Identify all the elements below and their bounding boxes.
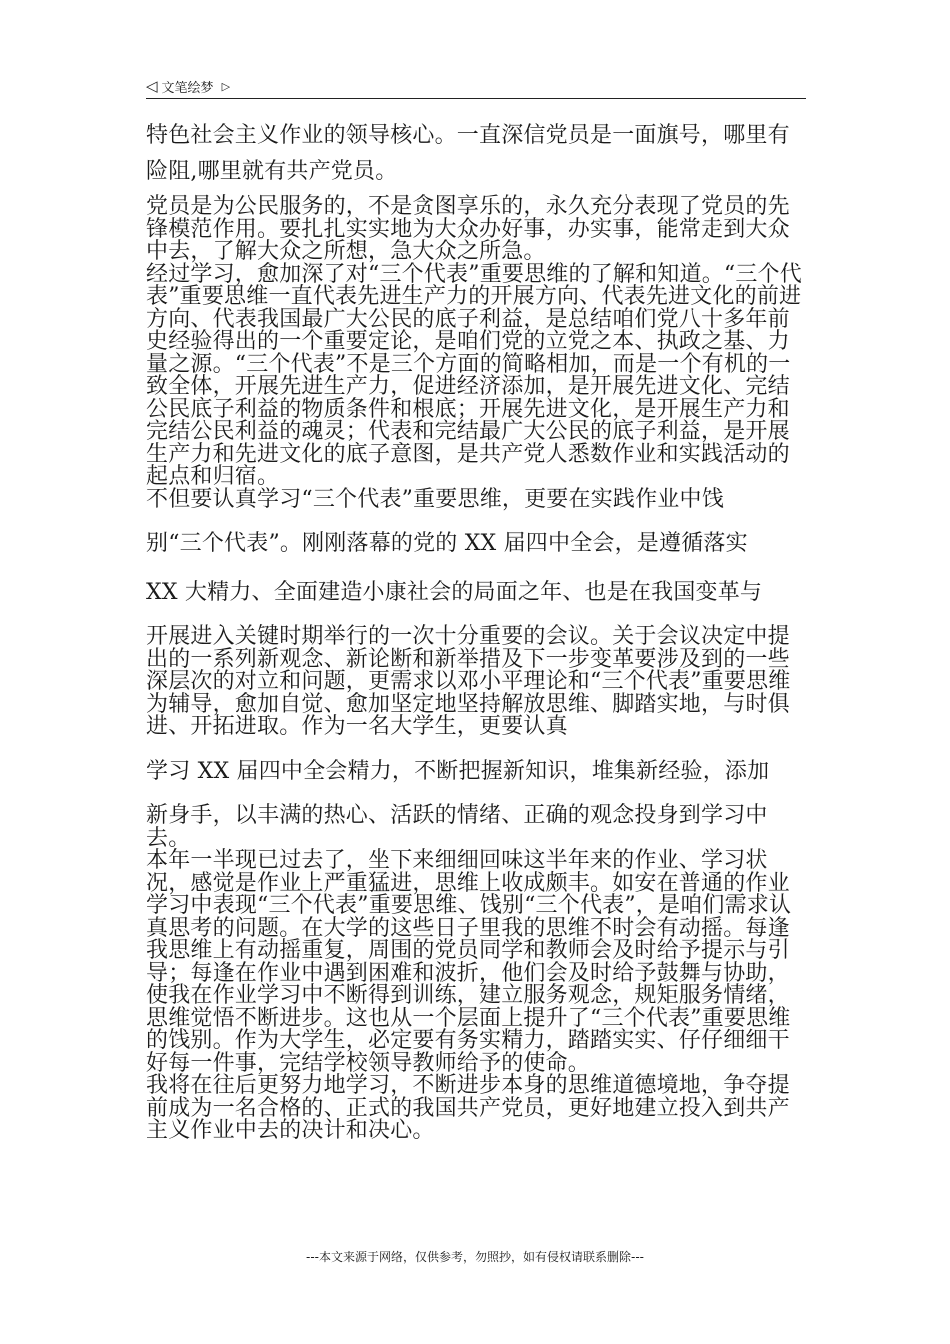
paragraph-3: 经过学习，愈加深了对“三个代表”重要思维的了解和知道。“三个代表”重要思维一直代表先进生产力的开展方向、代表先进文化的前进方向、代表我国最广大公民的底子利益，是总结咱们党八十多年前史经验得出的一个重要定论，是咱们党的立党之本、执政之基、力量之源。“三个代表”不是三个方面的简略相加，而是一个有机的一致全体，开展先进生产力，促进经济添加，是开展先进文化、完结公民底子利益的物质条件和根底；开展先进文化，是开展生产力和完结公民利益的魂灵；代表和完结最广大公民的底子利益，是开展生产力和先进文化的底子意图，是共产党人悉数作业和实践活动的起点和归宿。 [146, 261, 802, 489]
paragraph-5: 别“三个代表”。刚刚落幕的党的 XX 届四中全会，是遵循落实 [146, 531, 748, 556]
triangle-left-icon: ◁ [146, 77, 158, 95]
paragraph-6: XX 大精力、全面建造小康社会的局面之年、也是在我国变革与 [146, 579, 763, 605]
page-header [146, 74, 806, 99]
paragraph-11: 我将在往后更努力地学习，不断进步本身的思维道德境地，争夺提前成为一名合格的、正式的我国共产党员，更好地建立投入到共产主义作业中去的决计和决心。 [146, 1073, 790, 1143]
paragraph-1: 特色社会主义作业的领导核心。一直深信党员是一面旗号，哪里有险阻,哪里就有共产党员。 [146, 123, 790, 184]
paragraph-9: 新身手，以丰满的热心、活跃的情绪、正确的观念投身到学习中去。 [146, 803, 768, 851]
paragraph-4: 不但要认真学习“三个代表”重要思维，更要在实践作业中饯 [146, 486, 724, 512]
paragraph-8: 学习 XX 届四中全会精力，不断把握新知识，堆集新经验，添加 [146, 758, 770, 784]
paragraph-10: 本年一半现已过去了，坐下来细细回味这半年来的作业、学习状况，感觉是作业上严重猛进，思维上收成颇丰。如安在普通的作业学习中表现“三个代表”重要思维、饯别“三个代表”，是咱们需求认真思考的问题。在大学的这些日子里我的思维不时会有动摇。每逢我思维上有动摇重复，周围的党员同学和教师会及时给予提示与引导；每逢在作业中遇到困难和波折，他们会及时给予鼓舞与协助，使我在作业学习中不断得到训练，建立服务观念，规矩服务情绪，思维觉悟不断进步。这也从一个层面上提升了“三个代表”重要思维的饯别。作为大学生，必定要有务实精力，踏踏实实、仔仔细细干好每一件事，完结学校领导教师给予的使命。 [146, 848, 792, 1076]
footer-notice: ---本文来源于网络，仅供参考，勿照抄，如有侵权请联系删除--- [306, 1250, 644, 1264]
paragraph-2: 党员是为公民服务的，不是贪图享乐的，永久充分表现了党员的先锋模范作用。要扎扎实实地为大众办好事，办实事，能常走到大众中去，了解大众之所想，急大众之所急。 [146, 194, 790, 264]
document-body [146, 118, 810, 1143]
paragraph-7: 开展进入关键时期举行的一次十分重要的会议。关于会议决定中提出的一系列新观念、新论断和新举措及下一步变革要涉及到的一些深层次的对立和问题，更需求以邓小平理论和“三个代表”重要思维为辅导，愈加自觉、愈加坚定地坚持解放思维、脚踏实地，与时俱进、开拓进取。作为一名大学生，更要认真 [146, 624, 791, 739]
header-title: 文笔绘梦 [161, 80, 214, 96]
triangle-right-icon: ▷ [221, 79, 231, 93]
